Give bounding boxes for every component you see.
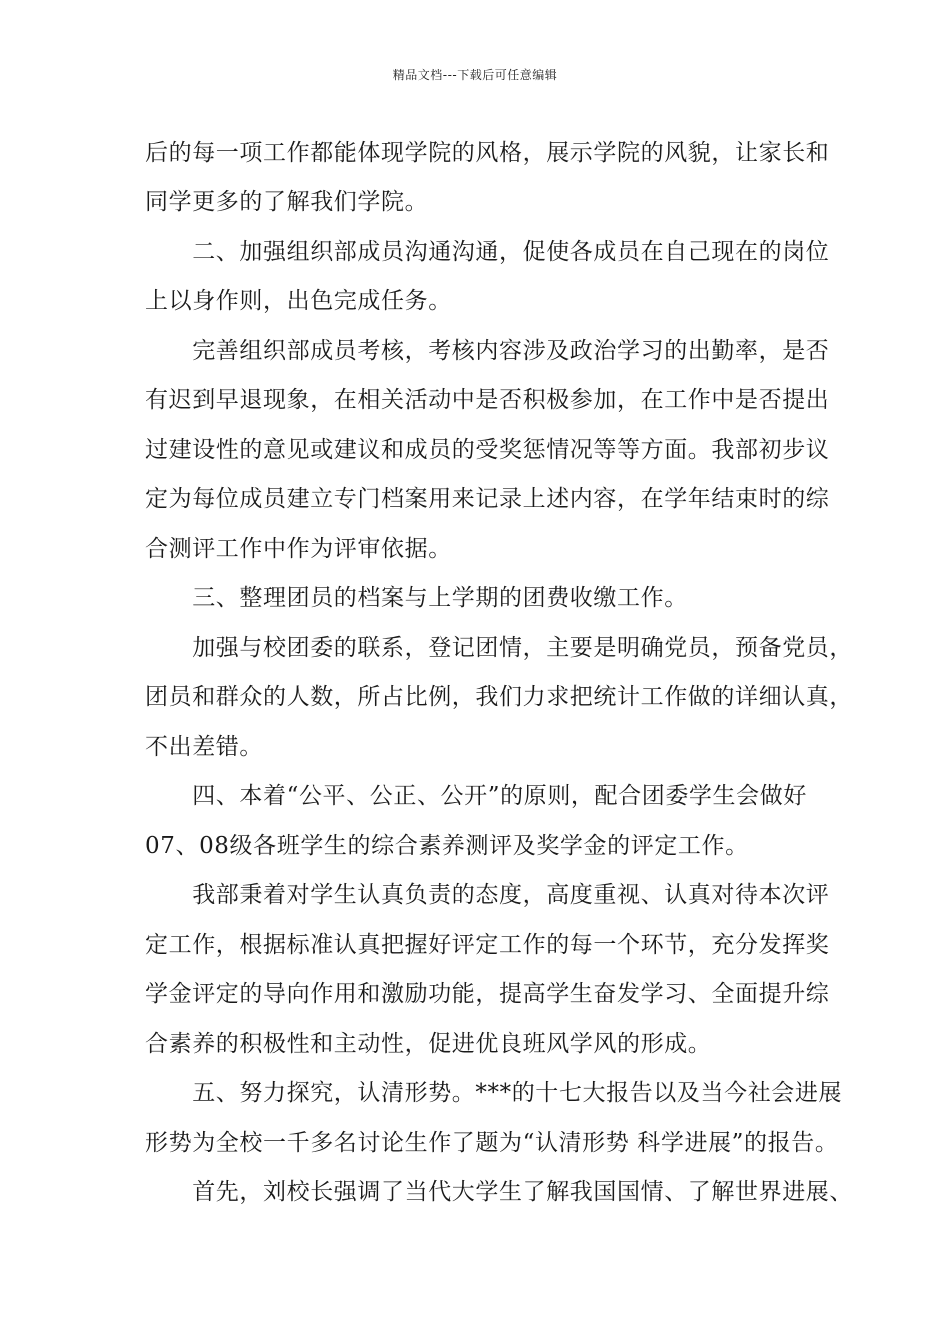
text-line: 首先，刘校长强调了当代大学生了解我国国情、了解世界进展、 bbox=[145, 1179, 853, 1205]
text-line: 不出差错。 bbox=[145, 734, 263, 760]
text-line: 合测评工作中作为评审依据。 bbox=[145, 536, 452, 562]
text-line: 加强与校团委的联系，登记团情，主要是明确党员，预备党员， bbox=[145, 635, 853, 661]
page-header: 精品文档---下载后可任意编辑 bbox=[392, 68, 558, 82]
text-line: 形势为全校一千多名讨论生作了题为“认清形势 科学进展”的报告。 bbox=[145, 1130, 839, 1156]
text-line: 过建设性的意见或建议和成员的受奖惩情况等等方面。我部初步议 bbox=[145, 437, 830, 463]
text-line: 上以身作则，出色完成任务。 bbox=[145, 288, 452, 314]
text-line: 定为每位成员建立专门档案用来记录上述内容，在学年结束时的综 bbox=[145, 486, 830, 512]
text-line: 后的每一项工作都能体现学院的风格，展示学院的风貌，让家长和 bbox=[145, 140, 830, 166]
text-line: 07、08级各班学生的综合素养测评及奖学金的评定工作。 bbox=[145, 833, 749, 859]
text-line: 团员和群众的人数，所占比例，我们力求把统计工作做的详细认真， bbox=[145, 684, 853, 710]
text-line: 完善组织部成员考核，考核内容涉及政治学习的出勤率，是否 bbox=[145, 338, 830, 364]
text-line: 五、努力探究，认清形势。***的十七大报告以及当今社会进展 bbox=[145, 1080, 843, 1106]
text-line: 三、整理团员的档案与上学期的团费收缴工作。 bbox=[145, 585, 688, 611]
text-line: 合素养的积极性和主动性，促进优良班风学风的形成。 bbox=[145, 1031, 712, 1057]
text-line: 同学更多的了解我们学院。 bbox=[145, 189, 429, 215]
text-line: 我部秉着对学生认真负责的态度，高度重视、认真对待本次评 bbox=[145, 882, 830, 908]
text-line: 定工作，根据标准认真把握好评定工作的每一个环节，充分发挥奖 bbox=[145, 932, 830, 958]
text-line: 学金评定的导向作用和激励功能，提高学生奋发学习、全面提升综 bbox=[145, 981, 830, 1007]
text-line: 四、本着“公平、公正、公开”的原则，配合团委学生会做好 bbox=[145, 783, 807, 809]
text-line: 二、加强组织部成员沟通沟通，促使各成员在自己现在的岗位 bbox=[145, 239, 830, 265]
text-line: 有迟到早退现象，在相关活动中是否积极参加，在工作中是否提出 bbox=[145, 387, 830, 413]
